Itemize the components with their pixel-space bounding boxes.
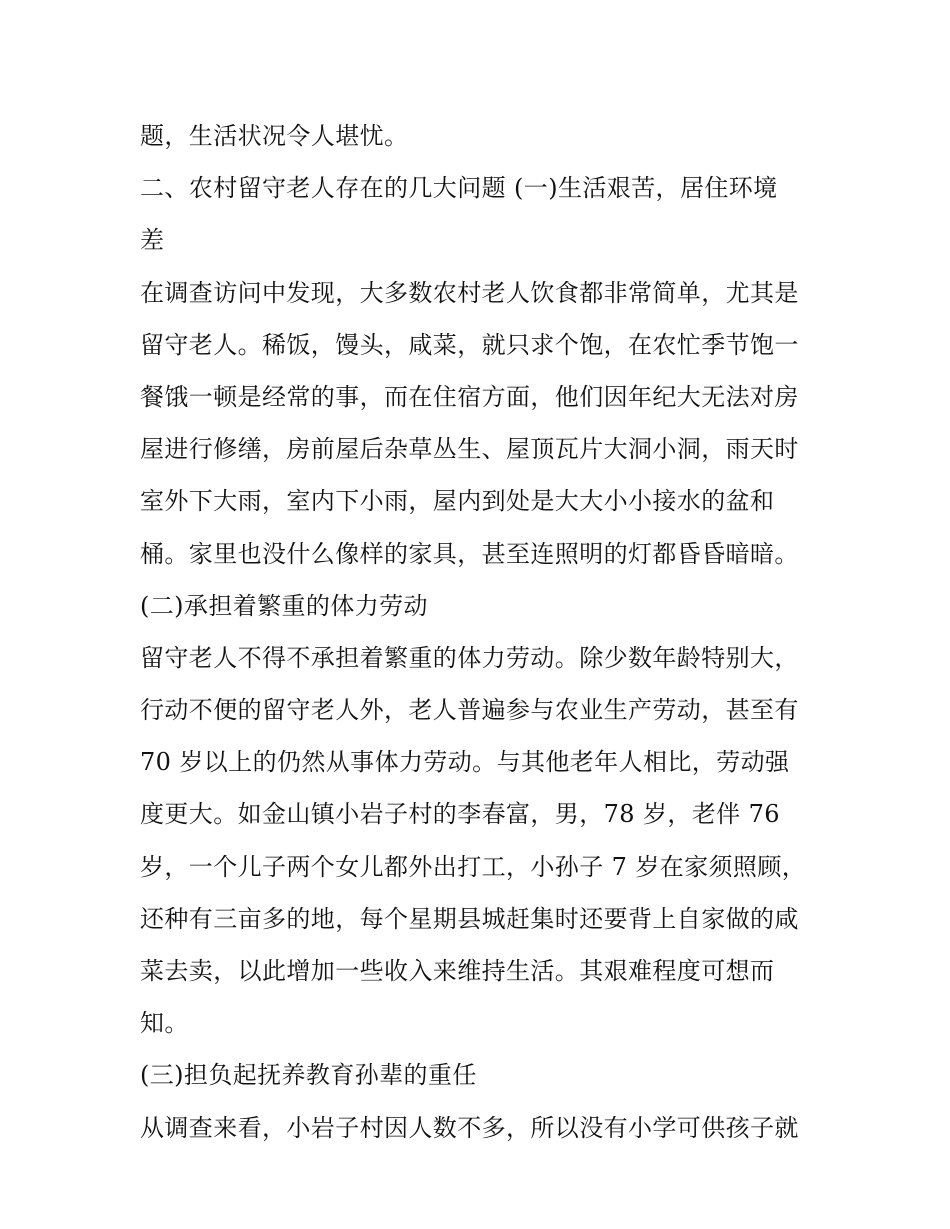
- section-heading-2: 二、农村留守老人存在的几大问题 (一)生活艰苦，居住环境: [140, 174, 778, 203]
- text-line-18: 知。: [140, 1009, 189, 1038]
- text-line-20: 从调查来看，小岩子村因人数不多，所以没有小学可供孩子就: [140, 1113, 799, 1142]
- text-line-17: 菜去卖，以此增加一些收入来维持生活。其艰难程度可想而: [140, 957, 775, 985]
- subheading-2: (二)承担着繁重的体力劳动: [140, 591, 428, 620]
- text-line-3: 差: [140, 226, 165, 255]
- text-line-6: 餐饿一顿是经常的事，而在住宿方面，他们因年纪大无法对房: [140, 382, 799, 411]
- text-line-15: 岁，一个儿子两个女儿都外出打工，小孙子 7 岁在家须照顾，: [140, 852, 807, 881]
- subheading-3: (三)担负起抚养教育孙辈的重任: [140, 1061, 477, 1090]
- body-text: [140, 110, 820, 1154]
- text-line-5: 留守老人。稀饭，馒头，咸菜，就只求个饱，在农忙季节饱一: [140, 330, 799, 359]
- text-line-13: 70 岁以上的仍然从事体力劳动。与其他老年人相比，劳动强: [140, 748, 790, 777]
- text-line-14: 度更大。如金山镇小岩子村的李春富，男，78 岁，老伴 76: [140, 800, 780, 829]
- text-line-12: 行动不便的留守老人外，老人普遍参与农业生产劳动，甚至有: [140, 696, 799, 725]
- text-line-8: 室外下大雨，室内下小雨，屋内到处是大大小小接水的盆和: [140, 487, 775, 516]
- text-line-16: 还种有三亩多的地，每个星期县城赶集时还要背上自家做的咸: [140, 904, 799, 933]
- text-line-9: 桶。家里也没什么像样的家具，甚至连照明的灯都昏昏暗暗。: [140, 539, 799, 568]
- text-line-4: 在调查访问中发现，大多数农村老人饮食都非常简单，尤其是: [140, 278, 799, 307]
- text-line-1: 题，生活状况令人堪忧。: [140, 122, 409, 150]
- text-line-11: 留守老人不得不承担着繁重的体力劳动。除少数年龄特别大，: [140, 643, 799, 672]
- text-line-7: 屋进行修缮，房前屋后杂草丛生、屋顶瓦片大洞小洞，雨天时: [140, 435, 799, 464]
